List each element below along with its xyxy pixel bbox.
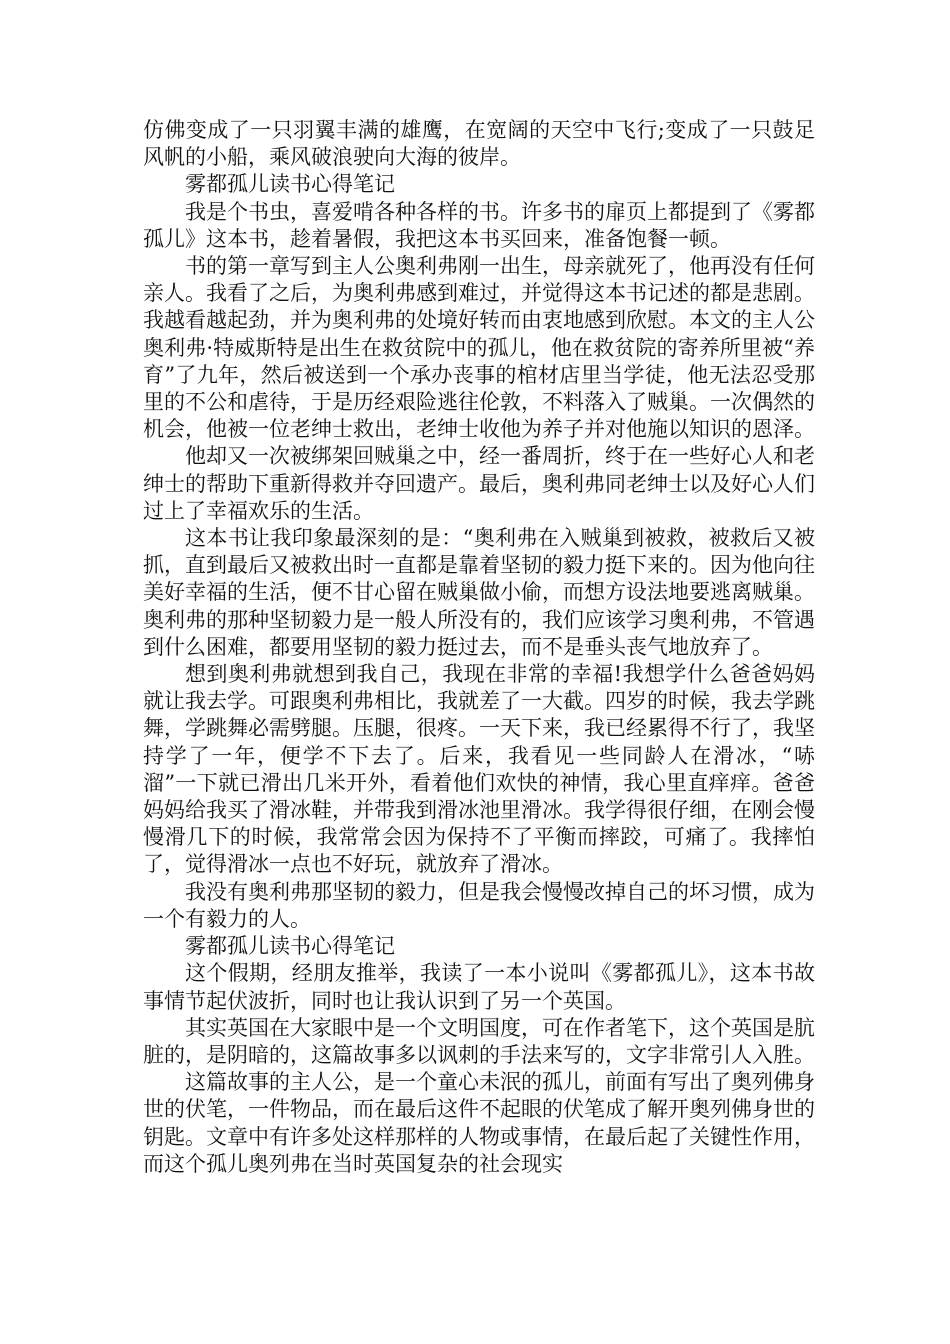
paragraph-6: 想到奥利弗就想到我自己，我现在非常的幸福!我想学什么爸爸妈妈就让我去学。可跟奥利弗相比，我就差了一大截。四岁的时候，我去学跳舞，学跳舞必需劈腿。压腿，很疼。一天下来，我已经累得不行了，我坚持学了一年，便学不下去了。后来，我看见一些同龄人在滑冰，“哧溜”一下就已滑出几米开外，看着他们欢快的神情，我心里直痒痒。爸爸妈妈给我买了滑冰鞋，并带我到滑冰池里滑冰。我学得很仔细，在刚会慢慢滑几下的时候，我常常会因为保持不了平衡而摔跤，可痛了。我摔怕了，觉得滑冰一点也不好玩，就放弃了滑冰。	[143, 662, 815, 877]
paragraph-2: 我是个书虫，喜爱啃各种各样的书。许多书的扉页上都提到了《雾都孤儿》这本书，趁着暑假，我把这本书买回来，准备饱餐一顿。	[143, 199, 815, 251]
paragraph-4: 他却又一次被绑架回贼巢之中，经一番周折，终于在一些好心人和老绅士的帮助下重新得救并夺回遗产。最后，奥利弗同老绅士以及好心人们过上了幸福欢乐的生活。	[143, 444, 815, 523]
paragraph-7: 我没有奥利弗那坚韧的毅力，但是我会慢慢改掉自己的坏习惯，成为一个有毅力的人。	[143, 879, 815, 931]
document-page	[143, 117, 815, 1178]
paragraph-8: 这个假期，经朋友推举，我读了一本小说叫《雾都孤儿》，这本书故事情节起伏波折，同时也让我认识到了另一个英国。	[143, 961, 815, 1013]
section-heading-2: 雾都孤儿读书心得笔记	[185, 934, 395, 959]
paragraph-3: 书的第一章写到主人公奥利弗刚一出生，母亲就死了，他再没有任何亲人。我看了之后，为奥利弗感到难过，并觉得这本书记述的都是悲剧。我越看越起劲，并为奥利弗的处境好转而由衷地感到欣慰。本文的主人公奥利弗·特威斯特是出生在救贫院中的孤儿，他在救贫院的寄养所里被“养育”了九年，然后被送到一个承办丧事的棺材店里当学徒，他无法忍受那里的不公和虐待，于是历经艰险逃往伦敦，不料落入了贼巢。一次偶然的机会，他被一位老绅士救出，老绅士收他为养子并对他施以知识的恩泽。	[143, 254, 815, 442]
paragraph-1: 仿佛变成了一只羽翼丰满的雄鹰，在宽阔的天空中飞行;变成了一只鼓足风帆的小船，乘风破浪驶向大海的彼岸。	[143, 118, 815, 170]
section-heading-1: 雾都孤儿读书心得笔记	[185, 172, 395, 197]
paragraph-9: 其实英国在大家眼中是一个文明国度，可在作者笔下，这个英国是肮脏的，是阴暗的，这篇故事多以讽刺的手法来写的，文字非常引人入胜。	[143, 1015, 815, 1067]
paragraph-5: 这本书让我印象最深刻的是：“奥利弗在入贼巢到被救，被救后又被抓，直到最后又被救出时一直都是靠着坚韧的毅力挺下来的。因为他向往美好幸福的生活，便不甘心留在贼巢做小偷，而想方设法地要逃离贼巢。奥利弗的那种坚韧毅力是一般人所没有的，我们应该学习奥利弗，不管遇到什么困难，都要用坚韧的毅力挺过去，而不是垂头丧气地放弃了。	[143, 526, 815, 659]
paragraph-10: 这篇故事的主人公，是一个童心未泯的孤儿，前面有写出了奥列佛身世的伏笔，一件物品，而在最后这件不起眼的伏笔成了解开奥列佛身世的钥匙。文章中有许多处这样那样的人物或事情，在最后起了关键性作用，而这个孤儿奥列弗在当时英国复杂的社会现实	[143, 1070, 815, 1176]
